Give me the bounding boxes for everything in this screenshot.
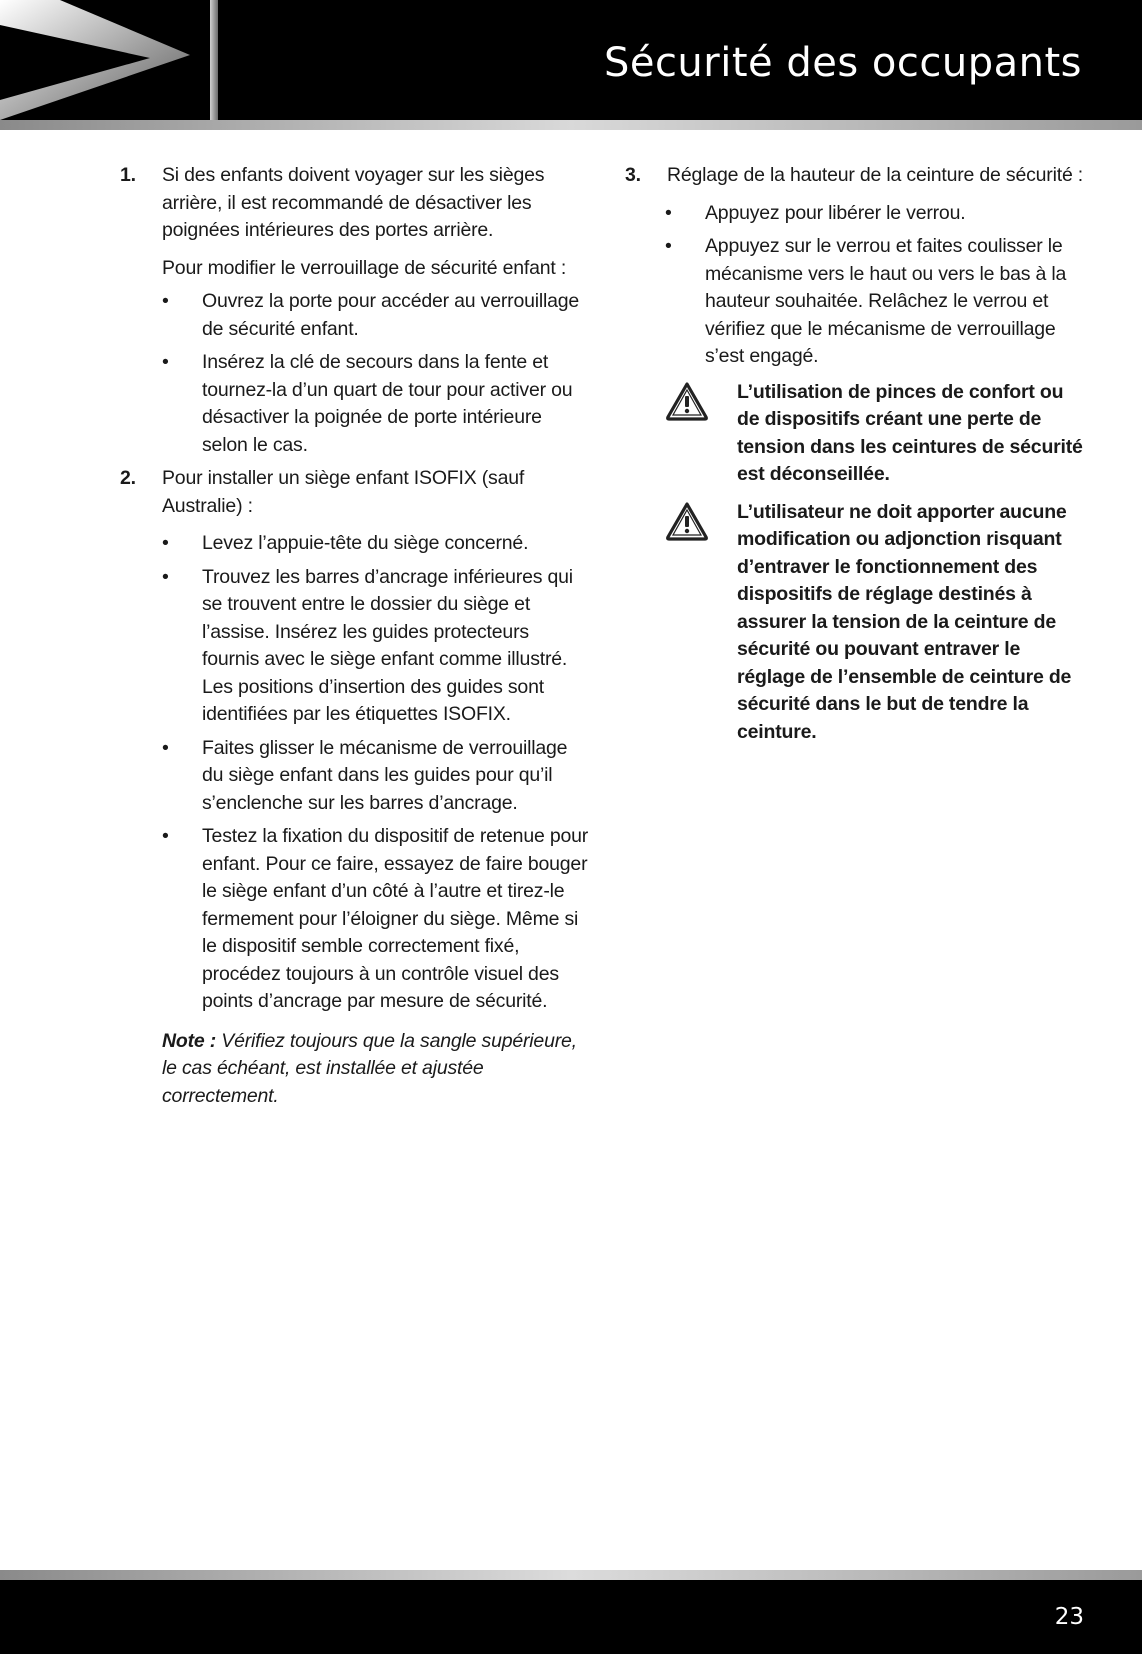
bullet-icon: • — [162, 351, 169, 373]
item-text: Si des enfants doivent voyager sur les sièges arrière, il est recommandé de désactiver les poignées intérieures des portes arrière. — [162, 164, 545, 241]
page-header — [0, 0, 1142, 120]
bullet-item: • Faites glisser le mécanisme de verrouillage du siège enfant dans les guides pour qu’il s’enclenche sur les barres d’ancrage. — [162, 736, 568, 814]
note-label: Note : — [162, 1029, 217, 1052]
warning-text: L’utilisation de pinces de confort ou de dispositifs créant une perte de tension dans les ceintures de sécurité est déconseillée. — [737, 380, 1083, 485]
right-column — [625, 162, 1085, 756]
warning-triangle-icon — [665, 381, 709, 421]
bullet-icon: • — [162, 565, 169, 588]
warning-block — [625, 499, 1085, 747]
page-footer — [0, 1580, 1142, 1654]
item-text: Pour installer un siège enfant ISOFIX (sauf Australie) : — [162, 467, 525, 517]
bullet-icon: • — [162, 736, 169, 759]
list-item-2 — [120, 465, 590, 520]
page-number: 23 — [1054, 1604, 1084, 1630]
bullet-item: • Levez l’appuie-tête du siège concerné. — [120, 530, 590, 558]
list-item-1 — [120, 162, 590, 245]
warning-text: L’utilisateur ne doit apporter aucune modification ou adjonction risquant d’entraver le fonctionnement des dispositifs de réglage destinés à assurer la tension de la ceinture de sécurité ou pouvant entraver le réglage de l’ensemble de ceinture de sécurité dans le but de tendre la ceinture. — [737, 500, 1072, 743]
warning-block — [625, 379, 1085, 489]
note — [162, 1028, 590, 1111]
chevron-graphic — [0, 0, 230, 120]
left-column — [120, 162, 590, 1110]
bullet-item: • Trouvez les barres d’ancrage inférieures qui se trouvent entre le dossier du siège et l’assise. Insérez les guides protecteurs fournis avec le siège enfant comme illustré. Les positions d’insertion des guides sont identifiées par les étiquettes ISOFIX. — [162, 565, 573, 725]
item-number: 3. — [625, 164, 641, 186]
bullet-list — [120, 288, 590, 459]
bullet-icon: • — [162, 290, 169, 312]
bullet-icon: • — [665, 201, 672, 224]
bullet-list — [120, 530, 590, 1016]
list-item-3 — [625, 162, 1085, 190]
warning-triangle-icon — [665, 501, 709, 541]
bullet-icon: • — [162, 532, 169, 554]
bullet-item: • Appuyez sur le verrou et faites coulisser le mécanisme vers le haut ou vers le bas à la hauteur souhaitée. Relâchez le verrou et vérifiez que le mécanisme de verrouillage s’est engagé. — [665, 235, 1067, 367]
item-text: Réglage de la hauteur de la ceinture de sécurité : — [667, 164, 1084, 186]
bullet-list — [625, 200, 1085, 371]
bullet-item: • Insérez la clé de secours dans la fente et tournez-la d’un quart de tour pour activer ou désactiver la poignée de porte intérieure selon le cas. — [162, 351, 573, 456]
footer-divider — [0, 1570, 1142, 1580]
header-divider — [0, 120, 1142, 130]
bullet-item: • Ouvrez la porte pour accéder au verrouillage de sécurité enfant. — [162, 290, 580, 340]
item-number: 1. — [120, 164, 136, 186]
item-number: 2. — [120, 467, 136, 489]
bullet-icon: • — [162, 825, 169, 847]
bullet-icon: • — [665, 235, 672, 257]
bullet-item: • Testez la fixation du dispositif de retenue pour enfant. Pour ce faire, essayez de faire bouger le siège enfant d’un côté à l’autre et tirez-le fermement pour l’éloigner du siège. Même si le dispositif semble correctement fixé, procédez toujours à un contrôle visuel des points d’ancrage par mesure de sécurité. — [162, 825, 589, 1012]
bullet-item: • Appuyez pour libérer le verrou. — [625, 200, 1085, 228]
sub-instruction: Pour modifier le verrouillage de sécurité enfant : — [162, 256, 567, 279]
page-title: Sécurité des occupants — [603, 40, 1082, 86]
note-text: Vérifiez toujours que la sangle supérieure, le cas échéant, est installée et ajustée correctement. — [162, 1029, 577, 1107]
